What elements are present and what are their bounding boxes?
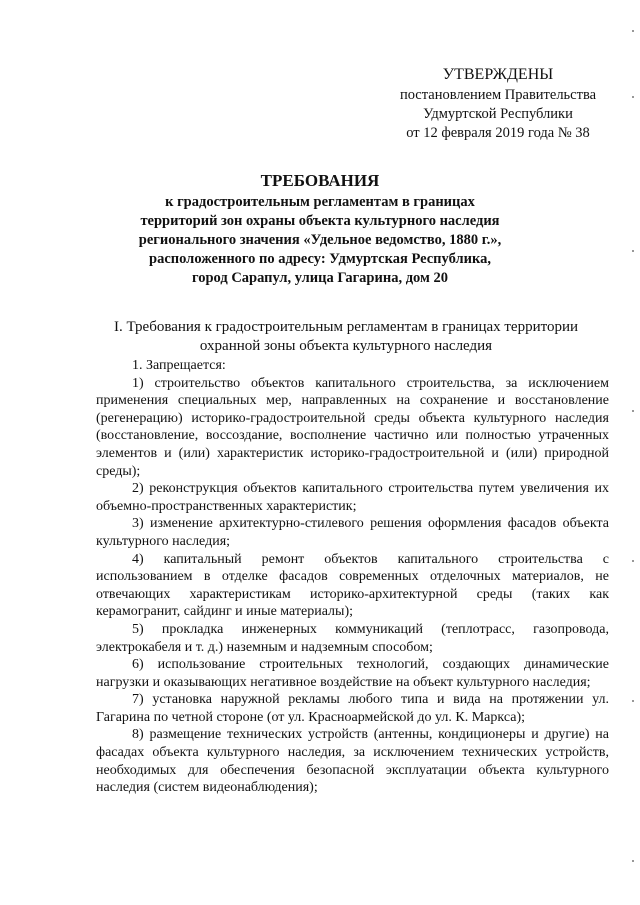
list-item: 2) реконструкция объектов капитального строительства путем увеличения их объемно-пространственных характеристик;: [96, 481, 609, 514]
paragraph-intro: 1. Запрещается:: [132, 358, 226, 373]
approval-stamp: [388, 64, 608, 143]
section-body: [96, 357, 609, 797]
document-title: ТРЕБОВАНИЯ: [260, 171, 380, 190]
subtitle-line: к градостроительным регламентам в границах: [165, 194, 475, 210]
approval-line-2: Удмуртской Республики: [423, 106, 573, 122]
list-item: 4) капитальный ремонт объектов капитального строительства с использованием в отделке фасадов современных отделочных материалов, не отвечающих характеристикам историко-архитектурной среды (таких как керамогранит, сайдинг и иные материалы);: [96, 551, 609, 620]
subtitle-line: город Сарапул, улица Гагарина, дом 20: [191, 270, 449, 286]
approval-line-3: от 12 февраля 2019 года № 38: [406, 125, 590, 141]
section-heading-line-2: охранной зоны объекта культурного наследия: [199, 338, 493, 354]
section-heading-line-1: I. Требования к градостроительным регламентам в границах территории: [113, 319, 579, 335]
document-subtitle: [130, 193, 510, 288]
approval-title: УТВЕРЖДЕНЫ: [442, 66, 554, 83]
list-item: 5) прокладка инженерных коммуникаций (теплотрасс, газопровода, электрокабеля и т. д.) наземным и надземным способом;: [96, 621, 609, 655]
scan-edge-marks: [632, 0, 636, 905]
subtitle-line: расположенного по адресу: Удмуртская Республика,: [149, 251, 491, 267]
section-heading: [96, 318, 596, 356]
list-item: 8) размещение технических устройств (антенны, кондиционеры и другие) на фасадах объекта культурного наследия, за исключением технических устройств, необходимых для обеспечения безопасной эксплуатации объекта культурного наследия (систем видеонаблюдения);: [96, 727, 609, 796]
list-item: 6) использование строительных технологий, создающих динамические нагрузки и оказывающих негативное воздействие на объект культурного наследия;: [96, 657, 609, 690]
list-item: 1) строительство объектов капитального строительства, за исключением применения специальных мер, направленных на сохранение и восстановление (регенерацию) историко-градостроительной среды объекта культурного наследия (восстановление, воссоздание, восполнение частично или полностью утраченных элементов и (или) характеристик историко-градостроительной и (или) природной среды);: [96, 375, 609, 479]
subtitle-line: территорий зон охраны объекта культурного наследия: [140, 213, 500, 229]
subtitle-line: регионального значения «Удельное ведомство, 1880 г.»,: [138, 232, 502, 248]
list-item: 3) изменение архитектурно-стилевого решения оформления фасадов объекта культурного наследия;: [96, 516, 609, 549]
list-item: 7) установка наружной рекламы любого типа и вида на протяжении ул. Гагарина по четной стороне (от ул. Красноармейской до ул. К. Маркса);: [96, 692, 609, 725]
approval-line-1: постановлением Правительства: [399, 87, 597, 103]
